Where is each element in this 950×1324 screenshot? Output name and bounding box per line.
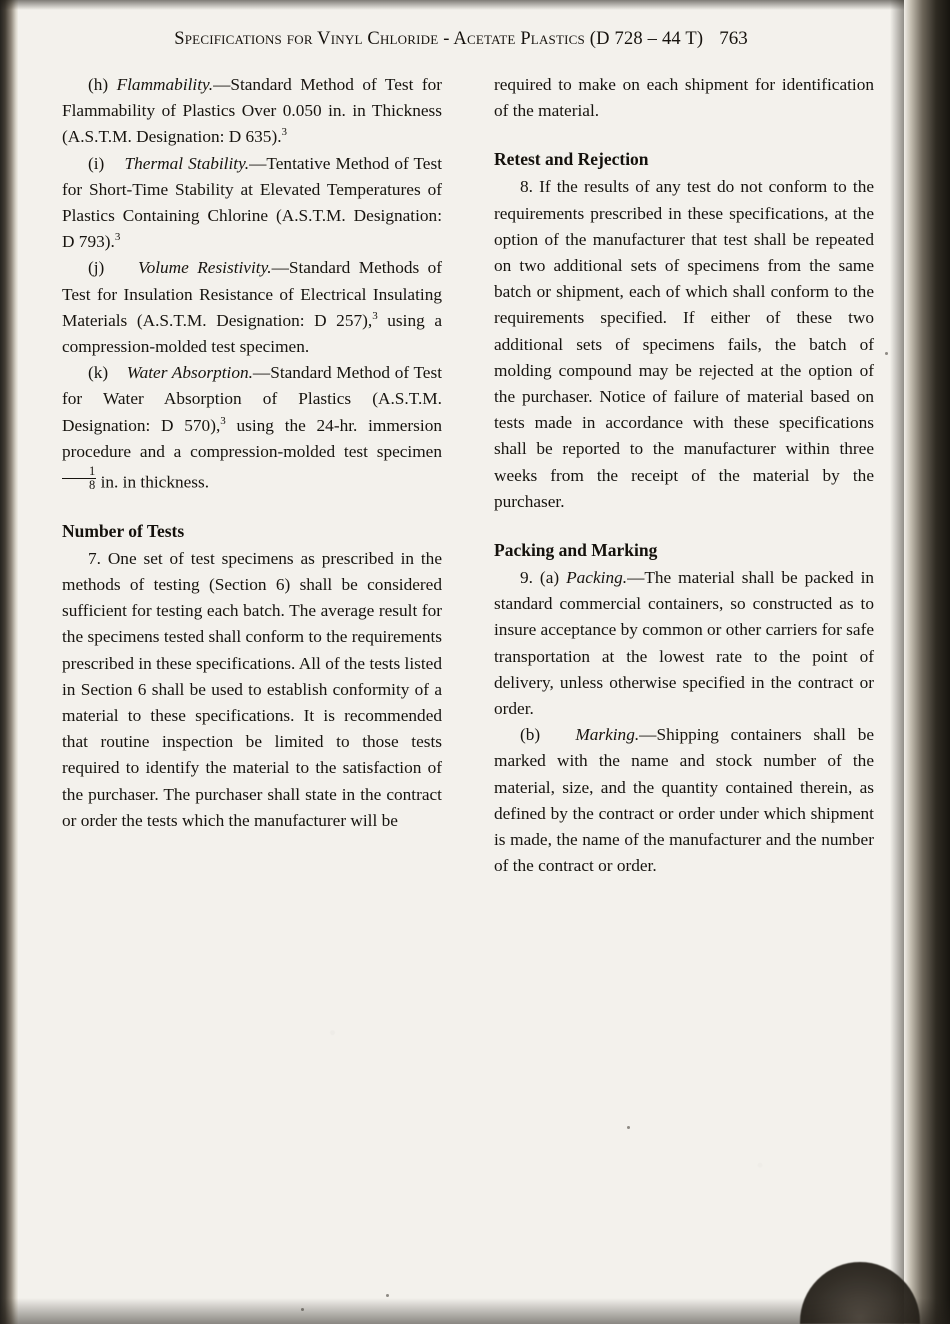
running-head-title: Specifications for Vinyl Chloride - Acetate Plastics	[174, 29, 585, 49]
paragraph-j-term: Volume Resistivity.	[137, 258, 272, 278]
left-column	[62, 72, 442, 879]
page-left-scan-edge	[0, 0, 18, 1324]
paragraph-9a-text: —The material shall be packed in standard commercial containers, so constructed as to insure acceptance by common or other carriers for safe transportation at the lowest rate to the point of delivery, unless otherwise specified in the contract or order.	[494, 568, 875, 719]
paragraph-i-term: Thermal Stability.	[124, 153, 250, 173]
page-number: 763	[719, 28, 748, 49]
paragraph-9b	[494, 722, 874, 879]
two-column-body	[62, 72, 874, 879]
paragraph-h-term: Flammability.	[116, 75, 214, 94]
right-column	[494, 72, 874, 879]
paragraph-k-text: —Standard Method of Test for Water Absorption of Plastics (A.S.T.M. Designation: D 570),	[62, 363, 442, 435]
paragraph-k-footnote: 3	[220, 414, 226, 427]
paragraph-j-text: —Standard Methods of Test for Insulation Resistance of Electrical Insulating Materials (A.S.T.M. Designation: D 257),	[62, 258, 443, 330]
paragraph-j-label: (j)	[88, 258, 105, 278]
paragraph-j-footnote: 3	[372, 310, 378, 323]
paragraph-9a	[494, 565, 874, 722]
paragraph-k-text-after: using the 24-hr. immersion procedure and a compression-molded test specimen	[62, 415, 442, 461]
heading-retest-and-rejection: Retest and Rejection	[494, 149, 649, 170]
page-top-scan-edge	[0, 0, 950, 10]
paragraph-j-text-after: using a compression-molded test specimen.	[62, 310, 442, 357]
paragraph-i-footnote: 3	[114, 231, 121, 244]
paragraph-9b-term: Marking.	[575, 725, 640, 745]
heading-packing-and-marking: Packing and Marking	[494, 540, 658, 561]
running-head-text	[174, 29, 703, 50]
running-head-designation: (D 728 – 44 T)	[589, 29, 704, 49]
paragraph-i	[62, 151, 442, 256]
paragraph-i-text: —Tentative Method of Test for Short-Time Stability at Elevated Temperatures of Plastics Containing Chlorine (A.S.T.M. Designation: D 793).	[62, 153, 442, 252]
paragraph-9a-term: Packing.	[566, 568, 628, 588]
paragraph-h-text: —Standard Method of Test for Flammability of Plastics Over 0.050 in. in Thickness (A.S.T.M. Designation: D 635).	[62, 75, 442, 147]
paragraph-continuation: required to make on each shipment for identification of the material.	[494, 75, 874, 121]
paragraph-k-text-end: in. in thickness.	[96, 472, 210, 492]
paragraph-7: 7. One set of test specimens as prescribed in the methods of testing (Section 6) shall be considered sufficient for testing each batch. The average result for the specimens tested shall conform to the requirements prescribed in these specifications. All of the tests listed in Section 6 shall be used to establish conformity of a material to these specifications. It is recommended that routine inspection be limited to those tests required to identify the material to the satisfaction of the purchaser. The purchaser shall state in the contract or order the tests which the manufacturer will be	[62, 548, 442, 830]
heading-number-of-tests: Number of Tests	[62, 520, 185, 541]
paragraph-8: 8. If the results of any test do not conform to the requirements prescribed in these specifications, at the option of the manufacturer that test shall be repeated on two additional sets of specimens from the same batch or shipment, each of which shall conform to the requirements specified. If either of these two additional sets of specimens fails, the batch of molding compound may be rejected at the option of the purchaser. Notice of failure of material based on tests made in accordance with these specifications shall be reported to the manufacturer within three weeks from the receipt of the material by the purchaser.	[494, 177, 874, 511]
paragraph-j	[62, 255, 442, 360]
running-header	[18, 28, 904, 50]
paragraph-9b-label: (b)	[520, 725, 541, 745]
paragraph-h	[62, 72, 442, 151]
paragraph-k-label: (k)	[88, 363, 109, 383]
paragraph-k-term: Water Absorption.	[126, 363, 253, 383]
paragraph-9b-text: —Shipping containers shall be marked with the name and stock number of the material, size, and the quantity contained therein, as defined by the contract or order under which shipment is made, the name of the manufacturer and the number of the contract or order.	[494, 725, 874, 876]
paragraph-9a-label: 9. (a)	[520, 568, 560, 588]
page-right-scan-edge	[904, 0, 950, 1324]
fraction-one-eighth: $\frac{1}{8}$	[62, 465, 96, 491]
paragraph-k	[62, 360, 442, 496]
paragraph-h-footnote: 3	[281, 126, 288, 139]
paragraph-i-label: (i)	[88, 153, 105, 173]
paragraph-h-label: (h)	[88, 75, 109, 94]
page-content-area	[18, 10, 904, 1310]
